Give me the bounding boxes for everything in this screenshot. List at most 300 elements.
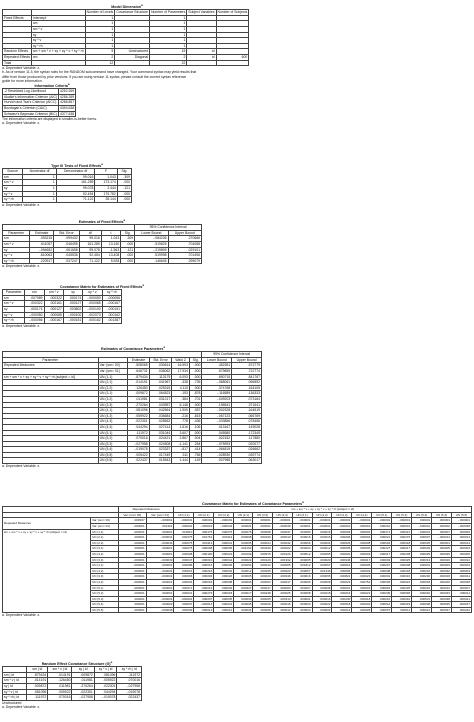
table-cell: -.000001 [272,518,292,524]
table-cell: .044294 [128,424,149,430]
table-cell: .000007 [432,529,452,535]
table-cell: .000022 [312,602,332,608]
table-cell: -.000031 [174,518,194,524]
table-cell: .000020 [253,574,272,580]
table-cell: .000003 [372,557,392,563]
table-cell: .000 [189,368,201,374]
table-cell: .000003 [451,568,471,574]
table-cell: .000006 [451,551,471,557]
table-cell: .015543 [149,458,172,464]
table-cell: .000016 [412,568,432,574]
table-cell: .000005 [272,563,292,569]
table-cell: UN (4,3) [91,574,119,580]
table-cell: sm [3,174,23,180]
table-cell: .026662 [232,447,262,453]
table-cell: .014191 [27,678,48,684]
table-cell: .000003 [432,563,452,569]
table-cell: .000004 [372,540,392,546]
table-cell: -.000031 [194,523,214,529]
table-cell: 1 [150,21,187,27]
table-cell: .000007 [194,596,214,602]
table-cell: .000008 [312,585,332,591]
table-cell [31,60,85,66]
table-cell: 35.144 [95,197,117,203]
table-cell: -1.141 [172,441,190,447]
table-cell: .000018 [352,596,372,602]
table-cell: .000120 [253,557,272,563]
table-cell: .027414 [149,424,172,430]
table-cell: .000006 [194,574,214,580]
table-cell: 1.444 [172,458,190,464]
table-cell: .000 [121,241,135,247]
table-cell: .070016 [48,695,72,701]
table-cell: 99.016 [56,174,95,180]
column-header: sm * v [44,290,63,296]
column-header: Upper Bound [168,230,201,236]
column-header: Sig. [121,230,135,236]
table-cell: .000202 [432,579,452,585]
table-cell: .024508 [149,441,172,447]
table-cell: .066769 [232,413,262,419]
table-cell: .374768 [202,385,232,391]
column-header: UN (4,1) [292,512,312,518]
column-header: Lower Bound [135,230,168,236]
table-cell: .216 [172,413,190,419]
table-cell: .004 [189,436,201,442]
table-cell: .000230 [332,596,352,602]
table-cell: -.000151 [63,318,82,324]
table-cell: .000006 [214,563,234,569]
table-cell: sm * v [31,26,85,32]
table-cell: .000001 [332,585,352,591]
table-cell: .007989 [25,295,44,301]
table-cell: .000218 [312,591,332,597]
table-cell: 4252.269 [60,89,75,94]
table-cell: 161.289 [56,180,95,186]
table-cell: .000545 [432,602,452,608]
table-cell: -.000001 [146,518,174,524]
table-cell: .000040 [392,596,412,602]
table-cell: .000162 [83,318,102,324]
footnote: a. Dependent Variable: z. [2,704,41,709]
table-cell: .000010 [372,596,392,602]
table-cell: 2.867 [172,436,190,442]
table-cell: UN (5,1) [98,430,128,436]
table-cell: .000238 [253,591,272,597]
table-cell: .000006 [292,540,312,546]
table-cell: .220917 [30,258,54,264]
table-cell: -.000001 [312,523,332,529]
table-cell: .701 [189,396,201,402]
table-cell: -.000014 [194,602,214,608]
table-cell: .000065 [332,568,352,574]
footnote: a. Dependent Variable: z. [2,66,41,71]
table-cell: Bozdogan's Criterion (CAIC) [3,105,59,111]
table-cell: .000035 [214,596,234,602]
table-cell: .000006 [332,535,352,541]
table-cell: .000001 [352,523,372,529]
table-cell: .001346 [312,568,332,574]
column-header: Denominator df [56,169,95,175]
fixed-estimates-notes [2,264,202,268]
table-cell: -.000001 [332,518,352,524]
table-cell: 1 [23,174,57,180]
table-cell: .000022 [272,546,292,552]
table-cell: UN (4,1) [98,408,128,414]
table-cell: sm * v [3,241,30,247]
table-cell: .000022 [432,568,452,574]
fixed-estimates-table [2,224,202,264]
table-cell: .000020 [312,557,332,563]
table-cell: .000005 [432,546,452,552]
table-cell: .022301 [72,689,94,695]
column-header: UN (2,2) [214,512,234,518]
table-cell: .000014 [332,607,352,613]
table-cell: Diagonal [115,54,150,60]
table-cell: .000001 [412,518,432,524]
table-cell: .572779 [232,363,262,369]
table-cell: UN (4,4) [98,424,128,430]
model-dimension-table [2,9,249,66]
table-cell [3,458,99,464]
table-cell: .111972 [117,672,142,678]
table-cell: .000016 [312,596,332,602]
table-cell: .023337 [149,447,172,453]
table-cell: 1 [85,26,115,32]
table-cell: -.000001 [118,591,146,597]
table-cell: .000006 [253,607,272,613]
table-cell: .611057 [30,241,54,247]
footnote: a. Dependent Variable: z. [2,264,41,269]
table-cell: 1 [85,43,115,49]
table-cell: -.000001 [118,574,146,580]
footnote: guide for more information. [2,78,43,83]
table-cell: .081096 [128,408,149,414]
table-cell: .111972 [128,430,149,436]
table-cell: -.027958 [72,695,94,701]
table-cell: .149028 [232,424,262,430]
table-cell: .117880 [232,436,262,442]
table-cell: .172349 [232,430,262,436]
column-header: Covariance Structure [116,10,149,15]
table-cell: UN (5,1) [91,585,119,591]
table-row [3,258,202,264]
table-cell: Fixed Effects [3,15,32,21]
table-cell: .003802 [63,306,82,312]
table-cell: .646731 [128,368,149,374]
table-cell: sm * v | id [3,678,27,684]
table-cell: .000028 [451,579,471,585]
table-cell: .000327 [234,585,253,591]
g-matrix-notes [2,701,152,709]
table-cell: .000275 [234,529,253,535]
table-cell: 5.928 [101,258,120,264]
table-cell: -.000050 [25,312,44,318]
table-cell: -.094652 [30,247,54,253]
table-row [3,105,76,111]
table-cell: .000017 [392,546,412,552]
table-cell: .000001 [118,602,146,608]
table-cell [115,60,150,66]
information-criteria-table [2,88,76,117]
table-cell: sm * v [3,180,23,186]
table-cell: .778 [172,419,190,425]
table-cell: .000001 [253,523,272,529]
table-cell: sy * v [31,38,85,44]
table-cell: .000012 [372,602,392,608]
table-cell: .000009 [352,568,372,574]
table-cell: 1 [23,197,57,203]
table-cell: sy [3,185,23,191]
table-cell: .000001 [253,518,272,524]
column-header: sy * rh | id [117,667,142,673]
cov-fixed-notes [2,324,202,328]
table-cell: .000371 [372,529,392,535]
table-cell: -.000001 [292,518,312,524]
table-cell: Random Effects [3,49,32,55]
table-cell: .000005 [214,546,234,552]
table-cell: .000009 [312,579,332,585]
table-cell: .000004 [234,607,253,613]
table-cell: .000264 [292,546,312,552]
table-cell: .000021 [194,585,214,591]
table-cell: 4286.269 [60,94,75,99]
table-cell: .000021 [174,591,194,597]
table-cell: -1.563 [101,247,120,253]
cov-params-section [2,345,264,468]
model-dimension-title: Model Dimension$^a$ [111,3,143,10]
table-cell: 1 [23,191,57,197]
table-cell: 15 [150,49,187,55]
table-cell: .000012 [272,607,292,613]
table-cell: .000313 [272,596,292,602]
table-cell: .000022 [234,557,253,563]
column-header: Number of Levels [86,10,114,15]
table-cell: -.000001 [214,518,234,524]
column-header: sy | id [72,667,94,673]
table-cell: 99.016 [79,236,101,242]
table-cell: .044294 [94,689,117,695]
table-cell: .000016 [332,563,352,569]
table-cell: .000010 [272,535,292,541]
table-cell: .000 [189,363,201,369]
model-dimension-section [2,3,252,83]
table-cell: .000109 [234,551,253,557]
table-cell: .042564 [149,408,172,414]
table-cell: -2 Restricted Log Likelihood [3,89,59,95]
table-cell: 1 [85,38,115,44]
table-cell: .000286 [174,563,194,569]
table-cell: sy * v [3,191,23,197]
column-header: sy * v | id [94,667,117,673]
table-cell: .000001 [146,546,174,552]
table-cell: .879434 [128,374,149,380]
table-cell: .000035 [372,591,392,597]
table-cell: .414 [189,447,201,453]
table-cell: .000057 [292,568,312,574]
column-header: sy * v [83,290,102,296]
table-cell: UN (4,1) [91,563,119,569]
table-cell: -.000001 [118,557,146,563]
table-cell: .000016 [432,557,452,563]
table-cell: .000016 [332,591,352,597]
table-row [3,458,262,464]
table-cell: .815 [189,413,201,419]
table-cell: 16.593 [172,363,190,369]
cov-fixed-table [2,289,122,324]
footnote: differ from those produced by prior versions. If you are using version 11 syntax, please consult the current syntax reference [2,74,187,79]
table-cell: .011981 [128,396,149,402]
table-cell: .000008 [372,568,392,574]
table-cell: -.002328 [202,408,232,414]
information-criteria-section [2,82,102,126]
table-cell: .000009 [174,607,194,613]
table-row [3,197,132,203]
table-cell: 1 [23,180,57,186]
table-cell: sy [3,247,30,253]
table-cell: UN (5,4) [98,447,128,453]
table-cell: 2 [85,54,115,60]
table-cell: .000004 [352,535,372,541]
table-cell: .000012 [253,563,272,569]
table-cell: UN (3,3) [98,402,128,408]
table-cell: 173.174 [95,180,117,186]
table-cell: sm [3,295,25,301]
table-cell: -.000014 [432,535,452,541]
table-cell: .000022 [392,579,412,585]
table-cell: .000 [189,385,201,391]
table-cell: -.000001 [372,518,392,524]
table-cell: .000006 [332,529,352,535]
table-cell: .164519 [232,408,262,414]
type3-table [2,168,132,203]
table-cell: .000011 [451,591,471,597]
table-cell: .020077 [232,441,262,447]
table-cell: .000018 [214,591,234,597]
table-cell: Repeated Measures [3,363,99,369]
g-matrix-title: Random Effect Covariance Structure $(G)^a$ [41,660,113,667]
table-cell: .041967 [149,380,172,386]
table-cell: .005922 [48,689,72,695]
table-cell: UN (5,5) [98,452,128,458]
table-cell: .000752 [352,579,372,585]
table-cell: 71.122 [79,258,101,264]
column-header: UN (5,2) [392,512,412,518]
table-cell: .000018 [432,574,452,580]
cov-cov-title: Covariance Matrix for Estimates of Covariance Parameters$^a$ [202,500,304,507]
table-cell: .000265 [253,568,272,574]
table-cell: .022301 [128,419,149,425]
column-header: Wald Z [172,357,190,363]
table-cell: .000001 [432,518,452,524]
table-cell: 1.043 [101,236,120,242]
row-group-label: Repeated Measures [3,518,91,529]
table-cell: -.000001 [118,579,146,585]
table-cell: .000017 [372,551,392,557]
table-cell: .126450 [48,678,72,684]
table-cell: 1.905 [172,408,190,414]
table-cell: .043957 [149,402,172,408]
table-cell: .000001 [146,585,174,591]
column-header: UN (4,3) [332,512,352,518]
table-cell: UN (1,1) [98,374,128,380]
table-cell: .030614 [149,363,172,369]
table-cell: .000113 [194,540,214,546]
table-cell: .000016 [194,563,214,569]
table-cell: .000016 [292,535,312,541]
table-cell: .436 [189,419,201,425]
table-cell: .000014 [451,574,471,580]
model-dimension-notes [2,66,252,83]
table-cell: .000004 [174,579,194,585]
table-cell: .000023 [332,579,352,585]
table-cell: -.000001 [352,518,372,524]
table-cell: .000 [117,180,131,186]
table-cell: 4286.857 [60,100,75,105]
column-header: UN (3,3) [272,512,292,518]
table-cell: .519998 [135,253,168,259]
g-matrix-section [2,660,152,709]
table-cell: .017449 [149,452,172,458]
table-cell: .000174 [25,306,44,312]
g-matrix-table [2,666,142,701]
table-cell: .610063 [30,253,54,259]
table-cell: -.000039 [272,523,292,529]
table-cell: .000035 [412,540,432,546]
table-cell: id [187,54,216,60]
table-cell: .000008 [292,591,312,597]
ci-group-header: 95% Confidence Interval [135,225,202,231]
table-cell: .064523 [149,391,172,397]
table-cell: .000038 [432,596,452,602]
cov-cov-notes [2,613,472,617]
table-cell: .000238 [392,551,412,557]
table-cell: .000012 [292,551,312,557]
table-cell: .106 [189,424,201,430]
table-cell: -.000001 [451,518,471,524]
table-cell: 1 [23,185,57,191]
table-cell: .000007 [372,607,392,613]
table-cell: .000003 [372,579,392,585]
table-cell: 6.148 [172,402,190,408]
type3-title: Type III Tests of Fixed Effects$^a$ [51,162,103,169]
table-row [3,100,76,106]
table-cell: 1 [85,21,115,27]
cov-cov-section [2,500,472,618]
table-cell: .311 [172,452,190,458]
table-cell: .000001 [146,591,174,597]
table-row [3,695,142,701]
table-cell: .000242 [451,607,471,613]
table-cell: .000018 [392,540,412,546]
table-cell: .000004 [292,607,312,613]
table-cell: .000001 [292,596,312,602]
table-cell: .000322 [25,301,44,307]
table-cell: .001812 [292,563,312,569]
footnote: a. Dependent Variable: z. [2,121,41,126]
table-cell: .000601 [412,596,432,602]
table-cell: .000004 [451,546,471,552]
table-cell: .000 [189,374,201,380]
table-cell: .000475 [174,535,194,541]
table-cell: .000174 [63,295,82,301]
column-header: UN (5,5) [451,512,471,518]
table-cell: .000975 [253,551,272,557]
table-cell: .000964 [372,585,392,591]
table-cell: .000190 [253,535,272,541]
table-cell: sm [31,54,85,60]
table-cell: .000004 [194,579,214,585]
